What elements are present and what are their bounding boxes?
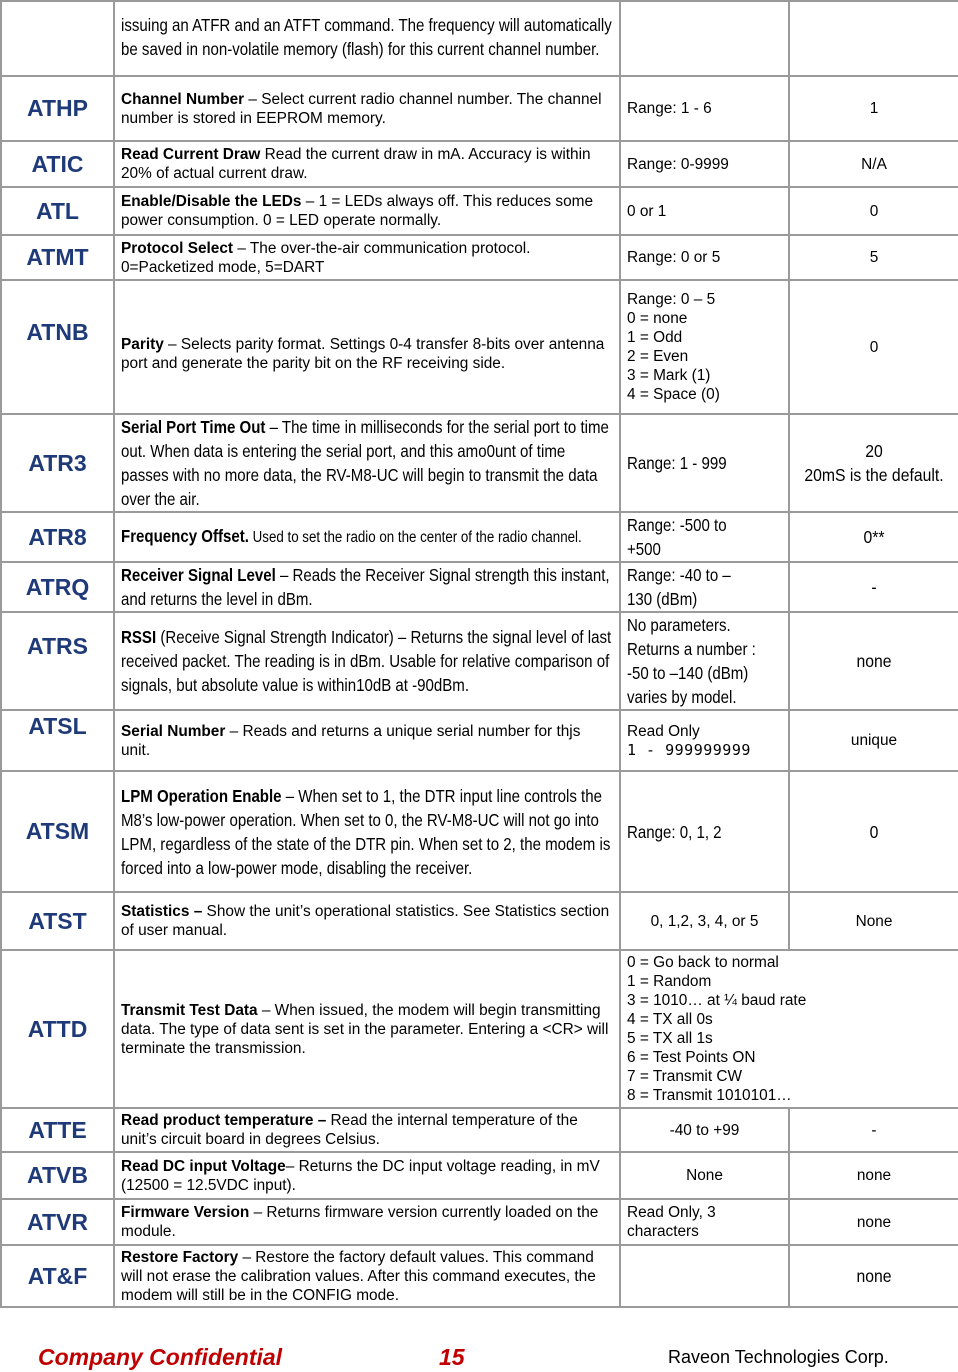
table-row bbox=[1, 235, 958, 280]
range-line: 2 = Even bbox=[627, 348, 689, 365]
description-cell bbox=[114, 950, 620, 1108]
default-text: - bbox=[871, 577, 877, 597]
range-line: 3 = 1010… at ¼ baud rate bbox=[627, 992, 807, 1009]
description-title: Firmware Version bbox=[121, 1204, 250, 1221]
range-line: varies by model. bbox=[627, 687, 737, 707]
description-text: Read the current draw in mA. Accuracy is within 20% of actual current draw. bbox=[121, 146, 591, 182]
description-title: RSSI bbox=[121, 627, 157, 647]
command-cell: ATRQ bbox=[1, 562, 114, 612]
default-cell: 0 bbox=[789, 187, 958, 235]
description-cell bbox=[114, 1108, 620, 1152]
range-cell bbox=[620, 1245, 789, 1307]
command-cell: ATR3 bbox=[1, 414, 114, 512]
description-title: Restore Factory bbox=[121, 1248, 239, 1266]
description-text: Read the internal temperature of the unit’s circuit board in degrees Celsius. bbox=[121, 1112, 578, 1148]
description-cell bbox=[114, 512, 620, 562]
description-cell bbox=[114, 1152, 620, 1199]
range-cell bbox=[620, 512, 789, 562]
range-cell: Range: 0-9999 bbox=[620, 141, 789, 187]
command-cell: ATHP bbox=[1, 76, 114, 141]
table-row bbox=[1, 950, 958, 1108]
range-line: 6 = Test Points ON bbox=[627, 1049, 756, 1066]
description-title: Enable/Disable the LEDs bbox=[121, 193, 302, 210]
range-line: 0 = none bbox=[627, 310, 688, 327]
range-line: 4 = Space (0) bbox=[627, 386, 720, 403]
default-cell bbox=[789, 612, 958, 710]
description-text: – Returns the DC input voltage reading, in mV (12500 = 12.5VDC input). bbox=[121, 1157, 600, 1194]
description-title: Serial Number bbox=[121, 722, 226, 740]
command-cell: ATSM bbox=[1, 771, 114, 892]
default-cell bbox=[789, 771, 958, 892]
description-cell bbox=[114, 1199, 620, 1245]
default-cell: N/A bbox=[789, 141, 958, 187]
range-line: Read Only, 3 bbox=[627, 1204, 716, 1221]
command-cell: ATVB bbox=[1, 1152, 114, 1199]
description-text: – When issued, the modem will begin transmitting data. The type of data sent is set in the parameter. Entering a <CR> will terminate the transmission. bbox=[121, 1001, 609, 1057]
range-line: 130 (dBm) bbox=[627, 589, 698, 609]
range-cell bbox=[620, 612, 789, 710]
default-cell: 5 bbox=[789, 235, 958, 280]
description-title: Frequency Offset. bbox=[121, 526, 249, 546]
description-text: – When set to 1, the DTR input line controls the M8’s low-power operation. When set to 0, the RV-M8-UC will not go into LPM, regardless of the state of the DTR pin. When set to 2, the modem is forced into a low-power mode, disabling the receiver. bbox=[121, 785, 611, 878]
table-row bbox=[1, 280, 958, 414]
default-cell: none bbox=[789, 1152, 958, 1199]
description-text: – The over-the-air communication protocol. 0=Packetized mode, 5=DART bbox=[121, 239, 531, 276]
table-row bbox=[1, 76, 958, 141]
description-cell bbox=[114, 76, 620, 141]
range-cell bbox=[620, 562, 789, 612]
description-title: Read product temperature – bbox=[121, 1112, 327, 1129]
table-row bbox=[1, 710, 958, 771]
default-text: none bbox=[856, 1266, 892, 1286]
command-cell: ATL bbox=[1, 187, 114, 235]
range-line: 3 = Mark (1) bbox=[627, 367, 711, 384]
range-line: 7 = Transmit CW bbox=[627, 1068, 743, 1085]
range-line: -50 to –140 (dBm) bbox=[627, 663, 749, 683]
default-cell: 0 bbox=[789, 280, 958, 414]
description-title: Receiver Signal Level bbox=[121, 565, 276, 585]
range-line: Range: 0 – 5 bbox=[627, 291, 716, 308]
range-text: Range: 1 - 999 bbox=[627, 453, 727, 473]
description-cell bbox=[114, 710, 620, 771]
description-text: – Reads and returns a unique serial number for thjs unit. bbox=[121, 722, 581, 759]
description-cell bbox=[114, 414, 620, 512]
command-cell: ATNB bbox=[1, 280, 114, 414]
table-row bbox=[1, 1152, 958, 1199]
range-line: Returns a number : bbox=[627, 639, 756, 659]
range-line: 8 = Transmit 1010101… bbox=[627, 1087, 792, 1104]
table-row bbox=[1, 512, 958, 562]
default-text: none bbox=[856, 651, 892, 671]
command-cell bbox=[1, 1, 114, 76]
range-line: Range: -500 to bbox=[627, 515, 727, 535]
command-cell: AT&F bbox=[1, 1245, 114, 1307]
description-title: Channel Number bbox=[121, 90, 245, 108]
description-title: Transmit Test Data bbox=[121, 1001, 258, 1019]
range-line: 1 - 999999999 bbox=[627, 740, 751, 759]
table-row bbox=[1, 771, 958, 892]
range-line: Read Only bbox=[627, 722, 700, 740]
description-text: Show the unit’s operational statistics. See Statistics section of user manual. bbox=[121, 903, 610, 939]
range-line: 1 = Random bbox=[627, 973, 712, 990]
description-cell bbox=[114, 771, 620, 892]
range-line: 0 = Go back to normal bbox=[627, 954, 779, 971]
description-text: – 1 = LEDs always off. This reduces some power consumption. 0 = LED operate normally. bbox=[121, 193, 594, 229]
default-line: 20mS is the default. bbox=[804, 465, 944, 485]
default-cell: None bbox=[789, 892, 958, 950]
range-cell: 0 or 1 bbox=[620, 187, 789, 235]
range-cell: 0, 1,2, 3, 4, or 5 bbox=[620, 892, 789, 950]
range-cell: Range: 1 - 6 bbox=[620, 76, 789, 141]
description-title: LPM Operation Enable bbox=[121, 785, 282, 806]
range-line: 1 = Odd bbox=[627, 329, 683, 346]
description-cell bbox=[114, 1245, 620, 1307]
command-cell: ATTE bbox=[1, 1108, 114, 1152]
description-title: Parity bbox=[121, 336, 164, 353]
range-line: Range: -40 to – bbox=[627, 565, 731, 585]
command-cell: ATTD bbox=[1, 950, 114, 1108]
description-title: Serial Port Time Out bbox=[121, 417, 266, 437]
default-cell bbox=[789, 1, 958, 76]
command-cell: ATSL bbox=[1, 710, 114, 771]
table-row bbox=[1, 1245, 958, 1307]
table-row bbox=[1, 187, 958, 235]
range-line: characters bbox=[627, 1223, 699, 1240]
range-cell bbox=[620, 414, 789, 512]
description-text: – Selects parity format. Settings 0-4 transfer 8-bits over antenna port and generate the parity bit on the RF receiving side. bbox=[121, 336, 605, 372]
command-cell: ATRS bbox=[1, 612, 114, 710]
table-row bbox=[1, 1, 958, 76]
default-text: 0 bbox=[869, 821, 879, 842]
description-text: – Returns firmware version currently loaded on the module. bbox=[121, 1204, 599, 1240]
command-cell: ATVR bbox=[1, 1199, 114, 1245]
command-cell: ATR8 bbox=[1, 512, 114, 562]
range-cell: None bbox=[620, 1152, 789, 1199]
description-cell bbox=[114, 280, 620, 414]
description-text: – Select current radio channel number. The channel number is stored in EEPROM memory. bbox=[121, 90, 602, 127]
table-row bbox=[1, 562, 958, 612]
default-cell bbox=[789, 562, 958, 612]
range-cell bbox=[620, 1, 789, 76]
default-cell: none bbox=[789, 1199, 958, 1245]
description-cell bbox=[114, 141, 620, 187]
description-text: – The time in milliseconds for the serial port to time out. When data is entering the serial port, and this amo0unt of time passes with no more data, the RV-M8-UC will begin to transmit the data over the air. bbox=[121, 417, 609, 509]
table-row bbox=[1, 1108, 958, 1152]
description-title: Protocol Select bbox=[121, 239, 234, 257]
description-title: Read Current Draw bbox=[121, 146, 261, 163]
description-title: Statistics – bbox=[121, 903, 203, 920]
footer-page-number: 15 bbox=[439, 1344, 465, 1370]
description-text: – Restore the factory default values. This command will not erase the calibration values. After this command executes, the modem will still be in the CONFIG mode. bbox=[121, 1248, 596, 1304]
range-cell bbox=[620, 710, 789, 771]
description-cell bbox=[114, 235, 620, 280]
footer-company: Raveon Technologies Corp. bbox=[668, 1347, 889, 1367]
default-cell: unique bbox=[789, 710, 958, 771]
description-cell bbox=[114, 1, 620, 76]
table-row bbox=[1, 1199, 958, 1245]
range-cell bbox=[620, 950, 958, 1108]
description-cell bbox=[114, 892, 620, 950]
command-cell: ATST bbox=[1, 892, 114, 950]
range-text: Range: 0, 1, 2 bbox=[627, 821, 722, 842]
range-line: 4 = TX all 0s bbox=[627, 1011, 713, 1028]
description-cell bbox=[114, 612, 620, 710]
description-text: Used to set the radio on the center of the radio channel. bbox=[248, 529, 582, 546]
range-cell bbox=[620, 280, 789, 414]
default-text: 0** bbox=[863, 527, 885, 547]
description-title: Read DC input Voltage bbox=[121, 1157, 286, 1175]
table-row bbox=[1, 414, 958, 512]
footer-confidential: Company Confidential bbox=[38, 1344, 283, 1370]
default-cell bbox=[789, 512, 958, 562]
table-row bbox=[1, 892, 958, 950]
command-cell: ATMT bbox=[1, 235, 114, 280]
range-line: 5 = TX all 1s bbox=[627, 1030, 713, 1047]
range-cell bbox=[620, 771, 789, 892]
range-cell: Range: 0 or 5 bbox=[620, 235, 789, 280]
default-cell: 1 bbox=[789, 76, 958, 141]
description-text: issuing an ATFR and an ATFT command. The frequency will automatically be saved in non-volatile memory (flash) for this current channel number. bbox=[121, 14, 612, 59]
table-row bbox=[1, 612, 958, 710]
description-cell bbox=[114, 562, 620, 612]
range-line: +500 bbox=[627, 539, 661, 559]
range-cell: -40 to +99 bbox=[620, 1108, 789, 1152]
default-cell: - bbox=[789, 1108, 958, 1152]
table-row bbox=[1, 141, 958, 187]
description-cell bbox=[114, 187, 620, 235]
default-cell bbox=[789, 1245, 958, 1307]
range-cell bbox=[620, 1199, 789, 1245]
default-line: 20 bbox=[865, 441, 883, 461]
description-text: – Reads the Receiver Signal strength this instant, and returns the level in dBm. bbox=[121, 565, 610, 609]
default-cell bbox=[789, 414, 958, 512]
description-text: (Receive Signal Strength Indicator) – Returns the signal level of last received packet. The reading is in dBm. Usable for relative comparison of signals, but absolute value is within10dB at -90dBm. bbox=[121, 627, 612, 695]
range-line: No parameters. bbox=[627, 615, 731, 635]
command-cell: ATIC bbox=[1, 141, 114, 187]
